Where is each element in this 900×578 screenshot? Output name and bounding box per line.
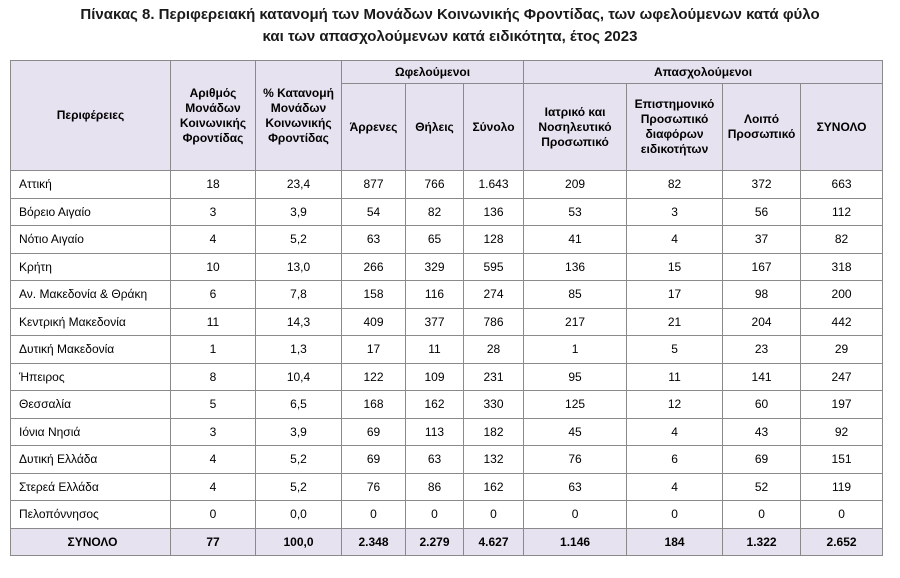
cell-medical: 1.146 (524, 528, 627, 555)
table-row (11, 418, 883, 446)
cell-pct: 5,2 (256, 473, 342, 501)
cell-region: Ήπειρος (11, 363, 171, 391)
cell-pct: 23,4 (256, 171, 342, 199)
cell-region: Νότιο Αιγαίο (11, 226, 171, 254)
table-row (11, 308, 883, 336)
cell-other: 69 (723, 446, 801, 474)
cell-medical: 76 (524, 446, 627, 474)
title-line-2: και των απασχολούμενων κατά ειδικότητα, έτος 2023 (262, 28, 638, 45)
header-group-row (11, 61, 883, 84)
table-title (0, 0, 900, 48)
cell-region: Ιόνια Νησιά (11, 418, 171, 446)
cell-medical: 85 (524, 281, 627, 309)
table-row (11, 363, 883, 391)
cell-other: 37 (723, 226, 801, 254)
cell-other: 98 (723, 281, 801, 309)
header-other: Λοιπό Προσωπικό (723, 84, 801, 171)
cell-female: 329 (406, 253, 464, 281)
cell-ben-total: 182 (464, 418, 524, 446)
cell-scientific: 11 (627, 363, 723, 391)
table-row (11, 501, 883, 529)
regional-care-units-table (10, 60, 883, 556)
header-employed: Απασχολούμενοι (524, 61, 883, 84)
cell-ben-total: 162 (464, 473, 524, 501)
cell-scientific: 82 (627, 171, 723, 199)
cell-region: Δυτική Ελλάδα (11, 446, 171, 474)
header-scientific: Επιστημονικό Προσωπικό διαφόρων ειδικοτήτων (627, 84, 723, 171)
cell-other: 372 (723, 171, 801, 199)
cell-medical: 53 (524, 198, 627, 226)
cell-male: 877 (342, 171, 406, 199)
cell-scientific: 3 (627, 198, 723, 226)
cell-other: 141 (723, 363, 801, 391)
cell-ben-total: 136 (464, 198, 524, 226)
cell-male: 2.348 (342, 528, 406, 555)
cell-other: 204 (723, 308, 801, 336)
cell-scientific: 4 (627, 226, 723, 254)
cell-emp-total: 247 (801, 363, 883, 391)
cell-male: 0 (342, 501, 406, 529)
cell-emp-total: 92 (801, 418, 883, 446)
cell-region: ΣΥΝΟΛΟ (11, 528, 171, 555)
cell-scientific: 21 (627, 308, 723, 336)
cell-ben-total: 231 (464, 363, 524, 391)
cell-ben-total: 132 (464, 446, 524, 474)
cell-scientific: 15 (627, 253, 723, 281)
cell-units: 77 (171, 528, 256, 555)
table-row (11, 253, 883, 281)
cell-emp-total: 442 (801, 308, 883, 336)
cell-emp-total: 200 (801, 281, 883, 309)
cell-emp-total: 112 (801, 198, 883, 226)
cell-units: 8 (171, 363, 256, 391)
table-row (11, 391, 883, 419)
cell-male: 266 (342, 253, 406, 281)
cell-pct: 5,2 (256, 446, 342, 474)
cell-emp-total: 0 (801, 501, 883, 529)
cell-ben-total: 28 (464, 336, 524, 364)
cell-emp-total: 318 (801, 253, 883, 281)
header-beneficiaries: Ωφελούμενοι (342, 61, 524, 84)
cell-other: 43 (723, 418, 801, 446)
cell-pct: 10,4 (256, 363, 342, 391)
cell-other: 56 (723, 198, 801, 226)
cell-pct: 1,3 (256, 336, 342, 364)
cell-units: 3 (171, 418, 256, 446)
cell-other: 23 (723, 336, 801, 364)
cell-female: 0 (406, 501, 464, 529)
cell-female: 377 (406, 308, 464, 336)
cell-scientific: 12 (627, 391, 723, 419)
cell-scientific: 4 (627, 418, 723, 446)
header-medical: Ιατρικό και Νοσηλευτικό Προσωπικό (524, 84, 627, 171)
cell-scientific: 184 (627, 528, 723, 555)
total-row (11, 528, 883, 555)
cell-female: 82 (406, 198, 464, 226)
cell-other: 0 (723, 501, 801, 529)
cell-male: 122 (342, 363, 406, 391)
cell-units: 5 (171, 391, 256, 419)
cell-units: 4 (171, 446, 256, 474)
cell-female: 63 (406, 446, 464, 474)
cell-scientific: 0 (627, 501, 723, 529)
cell-female: 109 (406, 363, 464, 391)
cell-female: 113 (406, 418, 464, 446)
cell-female: 11 (406, 336, 464, 364)
cell-male: 17 (342, 336, 406, 364)
cell-pct: 3,9 (256, 198, 342, 226)
cell-emp-total: 29 (801, 336, 883, 364)
table-row (11, 446, 883, 474)
table-row (11, 473, 883, 501)
cell-medical: 136 (524, 253, 627, 281)
cell-male: 69 (342, 446, 406, 474)
cell-units: 10 (171, 253, 256, 281)
cell-pct: 0,0 (256, 501, 342, 529)
title-line-1: Πίνακας 8. Περιφερειακή κατανομή των Μονάδων Κοινωνικής Φροντίδας, των ωφελούμενων κατά φύλο (80, 6, 820, 23)
cell-ben-total: 274 (464, 281, 524, 309)
cell-units: 4 (171, 226, 256, 254)
cell-units: 0 (171, 501, 256, 529)
cell-male: 158 (342, 281, 406, 309)
cell-ben-total: 1.643 (464, 171, 524, 199)
cell-other: 60 (723, 391, 801, 419)
header-ben-total: Σύνολο (464, 84, 524, 171)
cell-pct: 14,3 (256, 308, 342, 336)
cell-male: 76 (342, 473, 406, 501)
cell-pct: 6,5 (256, 391, 342, 419)
cell-pct: 5,2 (256, 226, 342, 254)
cell-region: Στερεά Ελλάδα (11, 473, 171, 501)
cell-female: 2.279 (406, 528, 464, 555)
cell-female: 116 (406, 281, 464, 309)
header-pct: % Κατανομή Μονάδων Κοινωνικής Φροντίδας (256, 61, 342, 171)
cell-scientific: 5 (627, 336, 723, 364)
cell-emp-total: 663 (801, 171, 883, 199)
cell-region: Αττική (11, 171, 171, 199)
cell-region: Βόρειο Αιγαίο (11, 198, 171, 226)
cell-pct: 13,0 (256, 253, 342, 281)
cell-other: 167 (723, 253, 801, 281)
cell-emp-total: 151 (801, 446, 883, 474)
cell-male: 54 (342, 198, 406, 226)
cell-medical: 209 (524, 171, 627, 199)
cell-pct: 7,8 (256, 281, 342, 309)
cell-units: 1 (171, 336, 256, 364)
cell-emp-total: 119 (801, 473, 883, 501)
cell-female: 86 (406, 473, 464, 501)
cell-male: 409 (342, 308, 406, 336)
table-row (11, 336, 883, 364)
cell-region: Κρήτη (11, 253, 171, 281)
header-regions: Περιφέρειες (11, 61, 171, 171)
table-row (11, 198, 883, 226)
cell-ben-total: 786 (464, 308, 524, 336)
cell-ben-total: 595 (464, 253, 524, 281)
cell-emp-total: 197 (801, 391, 883, 419)
cell-units: 6 (171, 281, 256, 309)
cell-ben-total: 128 (464, 226, 524, 254)
header-male: Άρρενες (342, 84, 406, 171)
cell-medical: 1 (524, 336, 627, 364)
header-units: Αριθμός Μονάδων Κοινωνικής Φροντίδας (171, 61, 256, 171)
cell-region: Δυτική Μακεδονία (11, 336, 171, 364)
cell-scientific: 4 (627, 473, 723, 501)
cell-female: 65 (406, 226, 464, 254)
cell-units: 18 (171, 171, 256, 199)
cell-pct: 100,0 (256, 528, 342, 555)
table-row (11, 226, 883, 254)
cell-other: 52 (723, 473, 801, 501)
cell-region: Πελοπόννησος (11, 501, 171, 529)
cell-units: 3 (171, 198, 256, 226)
header-emp-total: ΣΥΝΟΛΟ (801, 84, 883, 171)
cell-units: 4 (171, 473, 256, 501)
cell-other: 1.322 (723, 528, 801, 555)
cell-ben-total: 4.627 (464, 528, 524, 555)
header-female: Θήλεις (406, 84, 464, 171)
cell-medical: 95 (524, 363, 627, 391)
cell-medical: 0 (524, 501, 627, 529)
cell-units: 11 (171, 308, 256, 336)
cell-male: 63 (342, 226, 406, 254)
cell-emp-total: 82 (801, 226, 883, 254)
cell-pct: 3,9 (256, 418, 342, 446)
cell-ben-total: 330 (464, 391, 524, 419)
cell-male: 168 (342, 391, 406, 419)
cell-region: Θεσσαλία (11, 391, 171, 419)
cell-region: Αν. Μακεδονία & Θράκη (11, 281, 171, 309)
cell-medical: 125 (524, 391, 627, 419)
cell-male: 69 (342, 418, 406, 446)
cell-emp-total: 2.652 (801, 528, 883, 555)
cell-female: 766 (406, 171, 464, 199)
cell-female: 162 (406, 391, 464, 419)
table-row (11, 281, 883, 309)
cell-medical: 45 (524, 418, 627, 446)
cell-medical: 63 (524, 473, 627, 501)
cell-medical: 41 (524, 226, 627, 254)
cell-region: Κεντρική Μακεδονία (11, 308, 171, 336)
table-row (11, 171, 883, 199)
cell-scientific: 17 (627, 281, 723, 309)
cell-medical: 217 (524, 308, 627, 336)
cell-scientific: 6 (627, 446, 723, 474)
cell-ben-total: 0 (464, 501, 524, 529)
